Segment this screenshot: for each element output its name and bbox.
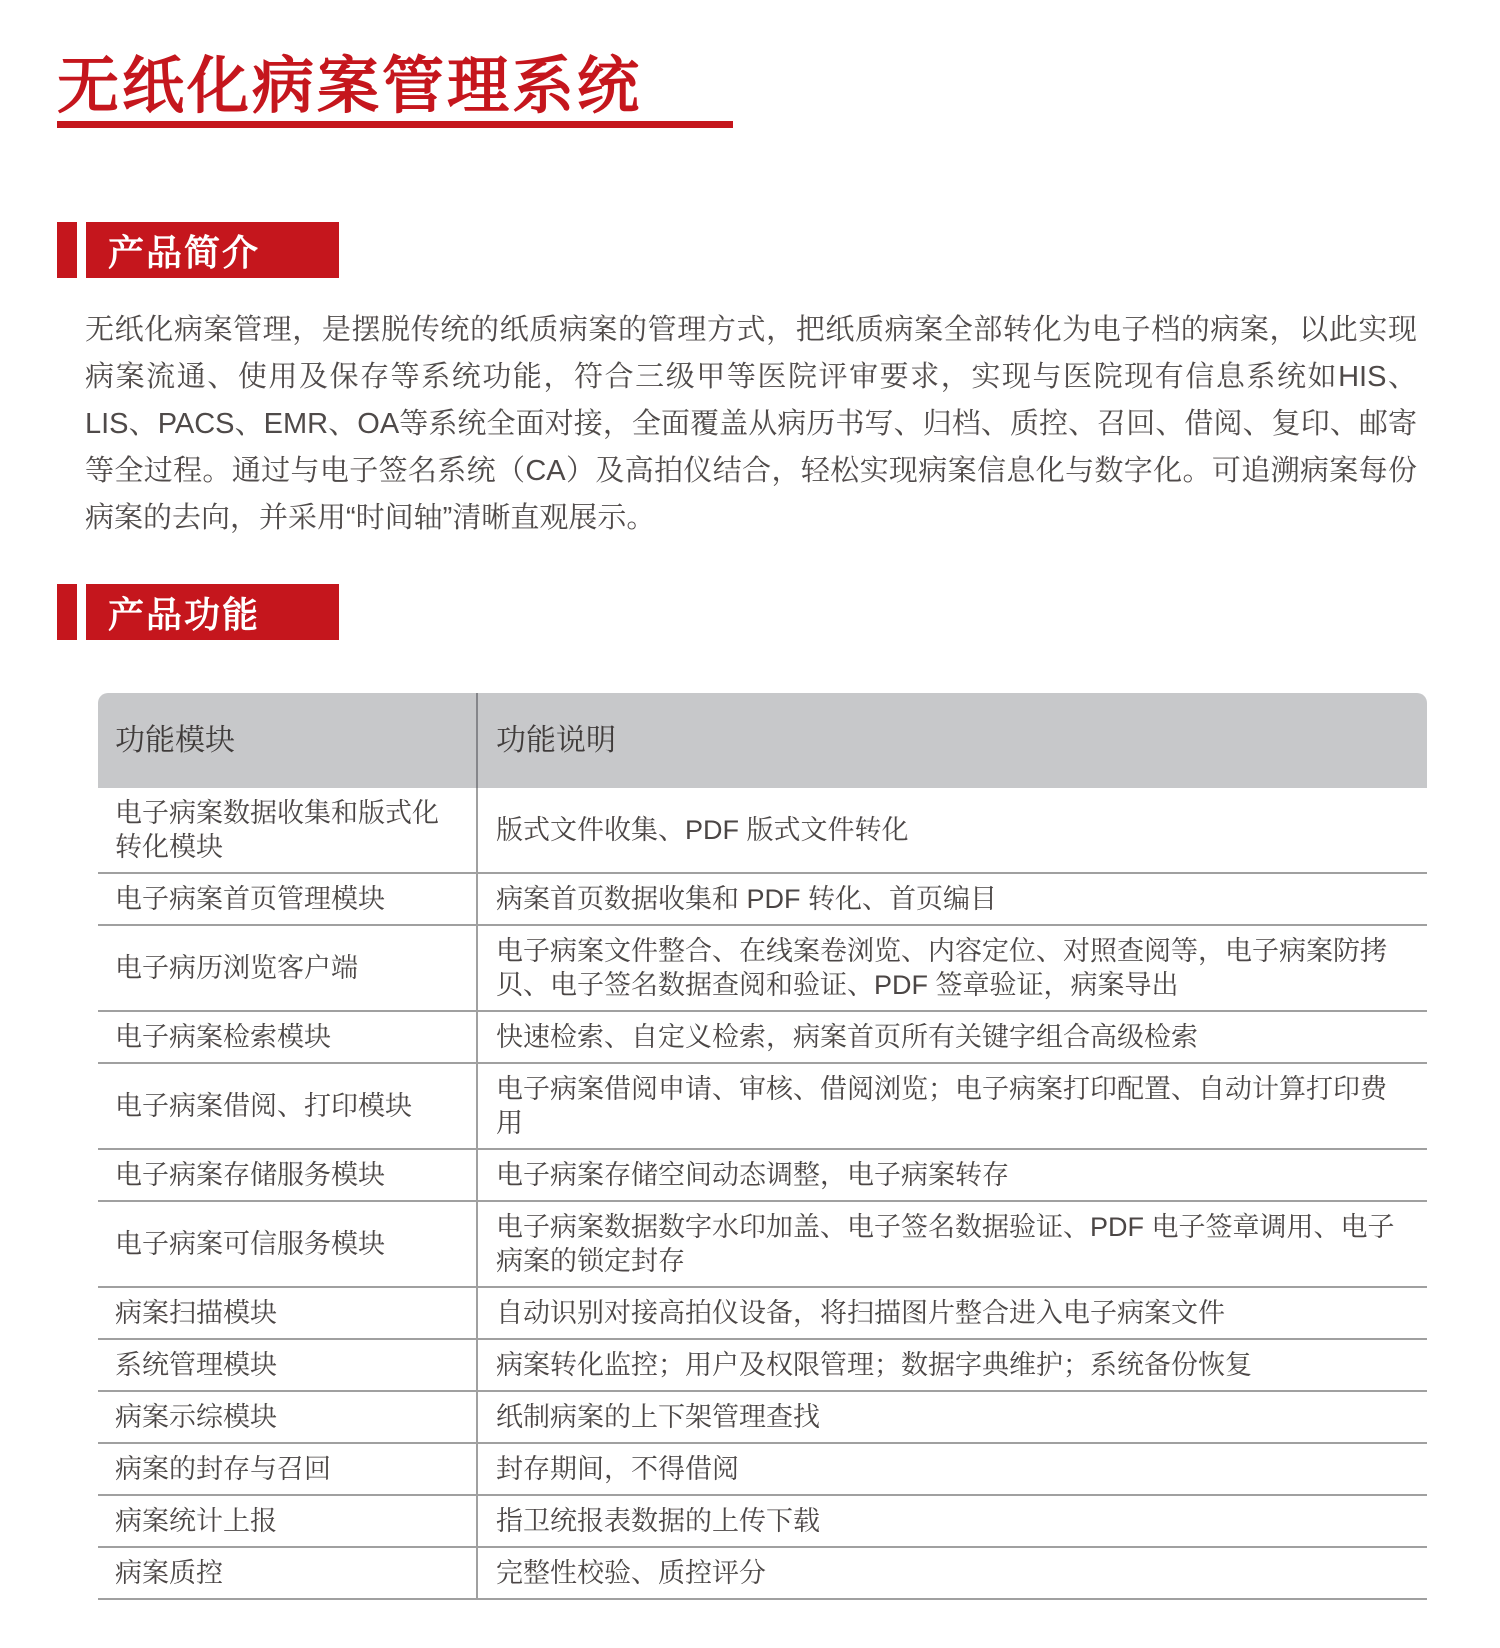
feature-table-row: [98, 1201, 1427, 1287]
feature-table-row: [98, 1443, 1427, 1495]
features-table-header-row: [98, 693, 1427, 788]
feature-table-row: [98, 1547, 1427, 1599]
feature-description-cell: 电子病案借阅申请、审核、借阅浏览；电子病案打印配置、自动计算打印费用: [477, 1063, 1427, 1149]
feature-module-cell: 电子病案存储服务模块: [98, 1149, 477, 1201]
features-banner-accent-bar: [57, 584, 77, 640]
feature-description-cell: 完整性校验、质控评分: [477, 1547, 1427, 1599]
feature-description-cell: 纸制病案的上下架管理查找: [477, 1391, 1427, 1443]
feature-module-cell: 电子病案可信服务模块: [98, 1201, 477, 1287]
feature-description-cell: 电子病案存储空间动态调整，电子病案转存: [477, 1149, 1427, 1201]
feature-module-cell: 病案质控: [98, 1547, 477, 1599]
intro-paragraph: 无纸化病案管理，是摆脱传统的纸质病案的管理方式，把纸质病案全部转化为电子档的病案，以此实现病案流通、使用及保存等系统功能，符合三级甲等医院评审要求，实现与医院现有信息系统如HIS、LIS、PACS、EMR、OA等系统全面对接，全面覆盖从病历书写、归档、质控、召回、借阅、复印、邮寄等全过程。通过与电子签名系统（CA）及高拍仪结合，轻松实现病案信息化与数字化。可追溯病案每份病案的去向，并采用“时间轴”清晰直观展示。: [85, 314, 1417, 534]
feature-table-row: [98, 788, 1427, 873]
feature-module-cell: 电子病案数据收集和版式化转化模块: [98, 788, 477, 873]
features-section-banner: [57, 584, 339, 640]
feature-table-row: [98, 1011, 1427, 1063]
features-table: [98, 693, 1427, 1600]
feature-description-cell: 版式文件收集、PDF 版式文件转化: [477, 788, 1427, 873]
features-section-heading: 产品功能: [86, 584, 339, 640]
feature-table-row: [98, 1063, 1427, 1149]
feature-description-cell: 电子病案文件整合、在线案卷浏览、内容定位、对照查阅等，电子病案防拷贝、电子签名数据查阅和验证、PDF 签章验证，病案导出: [477, 925, 1427, 1011]
feature-description-cell: 快速检索、自定义检索，病案首页所有关键字组合高级检索: [477, 1011, 1427, 1063]
feature-description-cell: 封存期间，不得借阅: [477, 1443, 1427, 1495]
feature-table-row: [98, 873, 1427, 925]
features-table-header-module: 功能模块: [98, 693, 477, 788]
feature-table-row: [98, 1339, 1427, 1391]
feature-table-row: [98, 925, 1427, 1011]
feature-table-row: [98, 1495, 1427, 1547]
title-underline: [57, 121, 733, 128]
intro-banner-accent-bar: [57, 222, 77, 278]
feature-description-cell: 病案转化监控；用户及权限管理；数据字典维护；系统备份恢复: [477, 1339, 1427, 1391]
feature-module-cell: 电子病案检索模块: [98, 1011, 477, 1063]
feature-description-cell: 自动识别对接高拍仪设备，将扫描图片整合进入电子病案文件: [477, 1287, 1427, 1339]
features-table-header-description: 功能说明: [477, 693, 1427, 788]
intro-section-banner: [57, 222, 339, 278]
feature-description-cell: 病案首页数据收集和 PDF 转化、首页编目: [477, 873, 1427, 925]
page-title: 无纸化病案管理系统: [57, 52, 643, 121]
feature-description-cell: 指卫统报表数据的上传下载: [477, 1495, 1427, 1547]
intro-section-heading: 产品简介: [86, 222, 339, 278]
feature-table-row: [98, 1391, 1427, 1443]
features-table-body: [98, 788, 1427, 1599]
feature-module-cell: 病案示综模块: [98, 1391, 477, 1443]
feature-module-cell: 系统管理模块: [98, 1339, 477, 1391]
feature-module-cell: 病案的封存与召回: [98, 1443, 477, 1495]
feature-description-cell: 电子病案数据数字水印加盖、电子签名数据验证、PDF 电子签章调用、电子病案的锁定封存: [477, 1201, 1427, 1287]
feature-module-cell: 电子病案首页管理模块: [98, 873, 477, 925]
feature-table-row: [98, 1149, 1427, 1201]
feature-module-cell: 电子病案借阅、打印模块: [98, 1063, 477, 1149]
feature-module-cell: 病案扫描模块: [98, 1287, 477, 1339]
feature-module-cell: 病案统计上报: [98, 1495, 477, 1547]
feature-module-cell: 电子病历浏览客户端: [98, 925, 477, 1011]
feature-table-row: [98, 1287, 1427, 1339]
